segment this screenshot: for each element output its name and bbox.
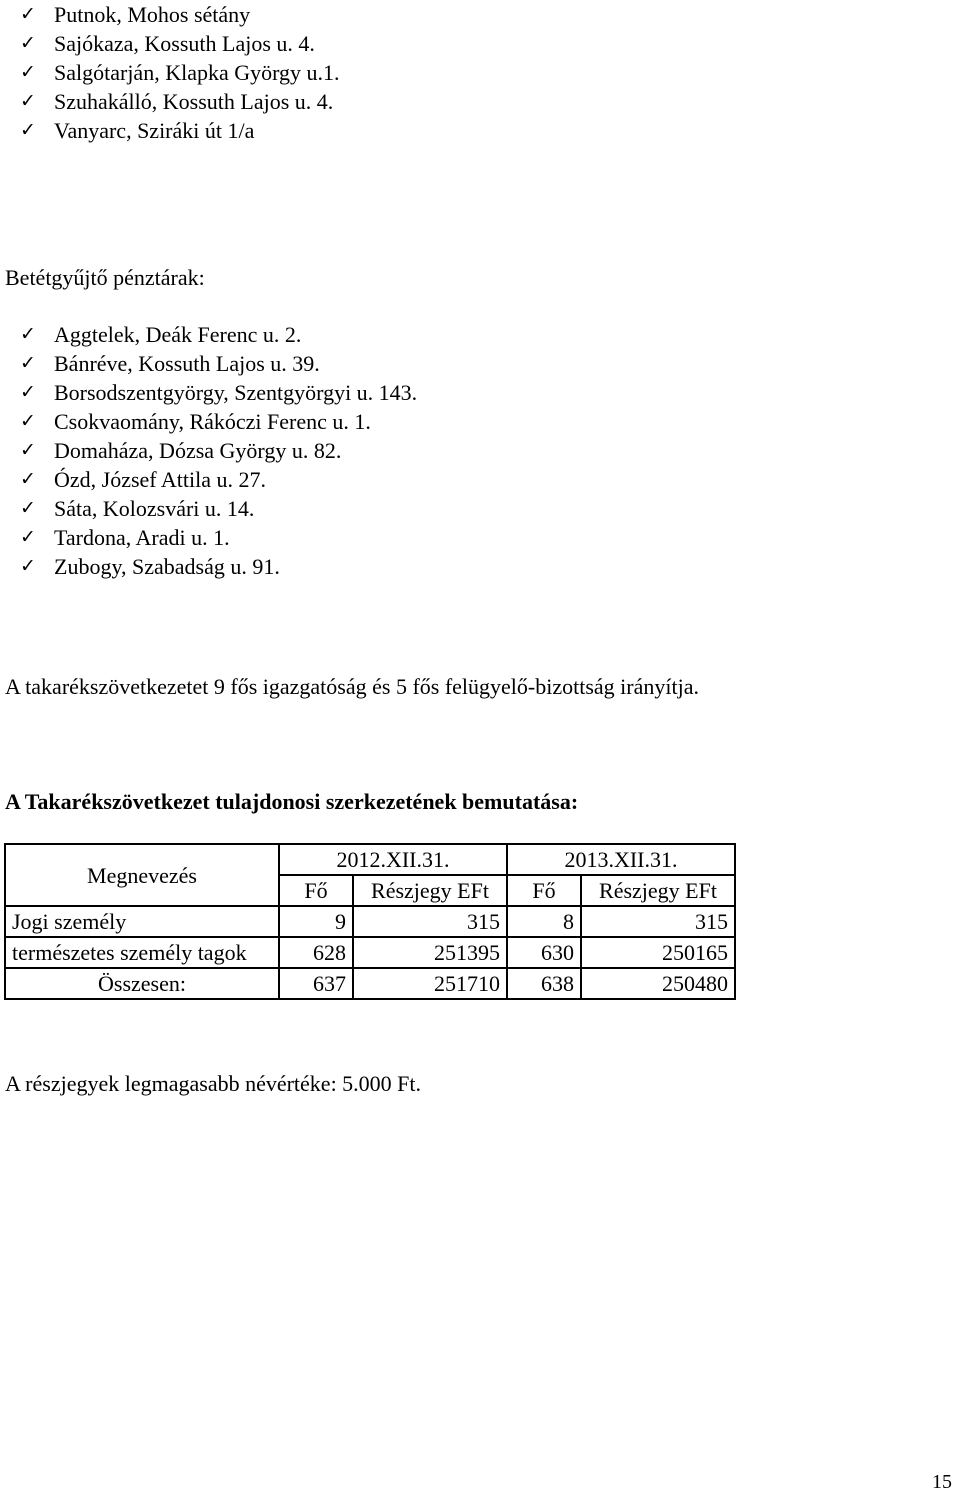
list-item-label: Aggtelek, Deák Ferenc u. 2.: [54, 322, 302, 347]
list-item-label: Domaháza, Dózsa György u. 82.: [54, 438, 342, 463]
deposit-office-list: [20, 320, 417, 581]
list-item-label: Vanyarc, Sziráki út 1/a: [54, 118, 255, 143]
table-row: [5, 937, 735, 968]
checkmark-icon: ✓: [20, 526, 36, 548]
list-item-label: Bánréve, Kossuth Lajos u. 39.: [54, 351, 320, 376]
list-item-label: Salgótarján, Klapka György u.1.: [54, 60, 340, 85]
cell-name: Jogi személy: [5, 906, 279, 937]
list-item-label: Borsodszentgyörgy, Szentgyörgyi u. 143.: [54, 380, 418, 405]
subheader-fo: Fő: [507, 875, 581, 906]
list-item: [20, 378, 417, 407]
ownership-table: [4, 843, 736, 1000]
cell-fo-2013: 8: [507, 906, 581, 937]
list-item-label: Ózd, József Attila u. 27.: [54, 467, 267, 492]
cell-eft-2012: 251395: [353, 937, 507, 968]
checkmark-icon: ✓: [20, 119, 36, 141]
checkmark-icon: ✓: [20, 61, 36, 83]
cell-fo-2013: 638: [507, 968, 581, 999]
list-item: [20, 0, 340, 29]
table-row: [5, 906, 735, 937]
list-item: [20, 465, 417, 494]
cell-eft-2013: 315: [581, 906, 735, 937]
list-item: [20, 87, 340, 116]
section-heading-deposit-offices: Betétgyűjtő pénztárak:: [5, 265, 205, 290]
checkmark-icon: ✓: [20, 381, 36, 403]
list-item-label: Tardona, Aradi u. 1.: [54, 525, 230, 550]
subheader-eft: Részjegy EFt: [353, 875, 507, 906]
checkmark-icon: ✓: [20, 352, 36, 374]
cell-fo-2012: 628: [279, 937, 353, 968]
list-item: [20, 436, 417, 465]
table-row-total: [5, 968, 735, 999]
list-item-label: Sáta, Kolozsvári u. 14.: [54, 496, 255, 521]
list-item-label: Szuhakálló, Kossuth Lajos u. 4.: [54, 89, 334, 114]
checkmark-icon: ✓: [20, 439, 36, 461]
list-item: [20, 407, 417, 436]
list-item: [20, 320, 417, 349]
share-value-paragraph: A részjegyek legmagasabb névértéke: 5.000 Ft.: [5, 1071, 422, 1096]
list-item: [20, 116, 340, 145]
list-item: [20, 523, 417, 552]
list-item: [20, 552, 417, 581]
checkmark-icon: ✓: [20, 497, 36, 519]
checkmark-icon: ✓: [20, 410, 36, 432]
cell-eft-2013: 250165: [581, 937, 735, 968]
col-header-name: Megnevezés: [5, 844, 279, 906]
checkmark-icon: ✓: [20, 555, 36, 577]
list-item: [20, 494, 417, 523]
list-item: [20, 349, 417, 378]
list-item: [20, 29, 340, 58]
list-item-label: Zubogy, Szabadság u. 91.: [54, 554, 280, 579]
ownership-table-heading: A Takarékszövetkezet tulajdonosi szerkezetének bemutatása:: [5, 789, 579, 814]
list-item: [20, 58, 340, 87]
subheader-eft: Részjegy EFt: [581, 875, 735, 906]
checkmark-icon: ✓: [20, 323, 36, 345]
checkmark-icon: ✓: [20, 3, 36, 25]
list-item-label: Csokvaomány, Rákóczi Ferenc u. 1.: [54, 409, 371, 434]
list-item-label: Sajókaza, Kossuth Lajos u. 4.: [54, 31, 315, 56]
list-item-label: Putnok, Mohos sétány: [54, 2, 251, 27]
cell-name: természetes személy tagok: [5, 937, 279, 968]
cell-fo-2012: 637: [279, 968, 353, 999]
col-header-period-2013: 2013.XII.31.: [507, 844, 735, 875]
subheader-fo: Fő: [279, 875, 353, 906]
checkmark-icon: ✓: [20, 90, 36, 112]
checkmark-icon: ✓: [20, 468, 36, 490]
branch-list: [20, 0, 340, 145]
cell-fo-2013: 630: [507, 937, 581, 968]
cell-eft-2013: 250480: [581, 968, 735, 999]
page-number: 15: [932, 1471, 952, 1493]
cell-name: Összesen:: [5, 968, 279, 999]
checkmark-icon: ✓: [20, 32, 36, 54]
cell-eft-2012: 251710: [353, 968, 507, 999]
cell-eft-2012: 315: [353, 906, 507, 937]
governance-paragraph: A takarékszövetkezetet 9 fős igazgatóság és 5 fős felügyelő-bizottság irányítja.: [5, 674, 699, 699]
col-header-period-2012: 2012.XII.31.: [279, 844, 507, 875]
cell-fo-2012: 9: [279, 906, 353, 937]
table-header-row: [5, 844, 735, 875]
